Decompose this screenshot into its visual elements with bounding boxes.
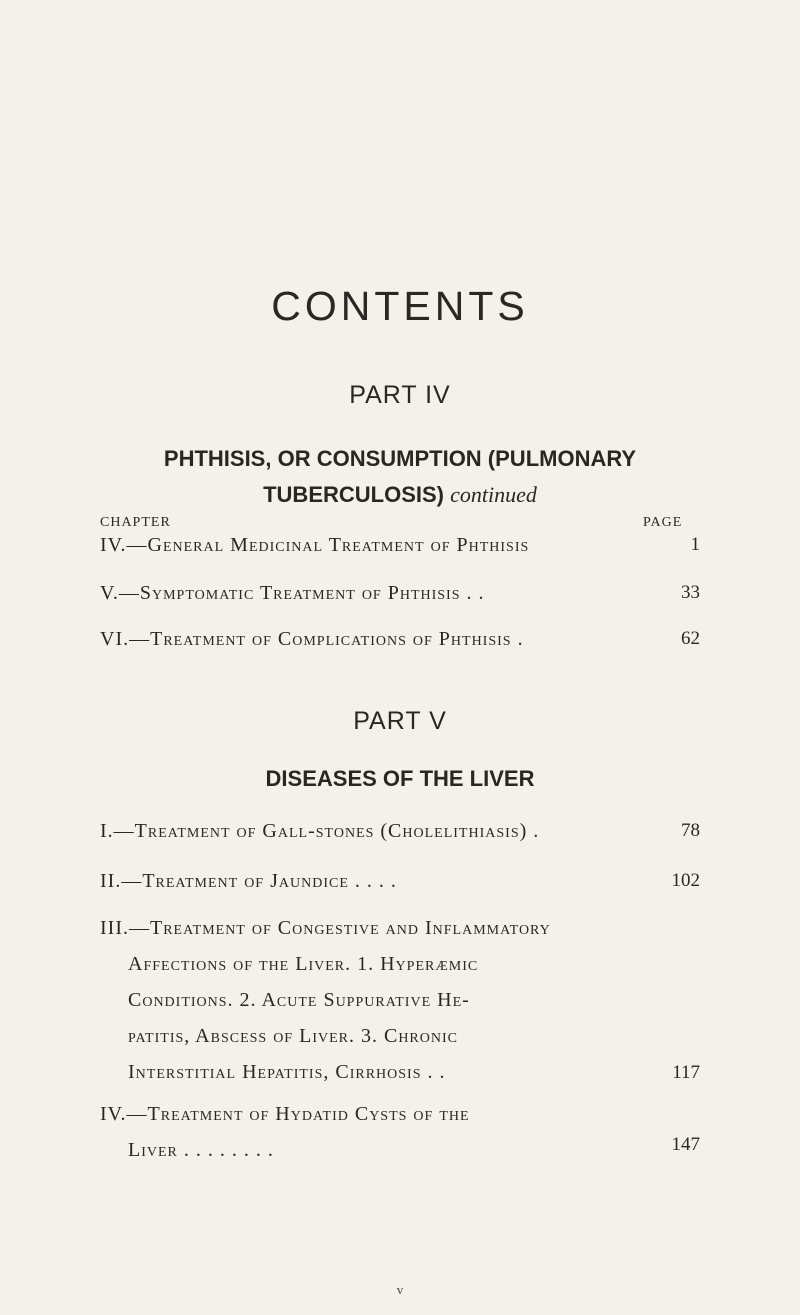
part-iv-title-line2 bbox=[0, 477, 800, 513]
toc-entry-line: Affections of the Liver. 1. Hyperæmic bbox=[128, 953, 479, 975]
toc-entry-text: V.—Symptomatic Treatment of Phthisis . . bbox=[100, 582, 485, 604]
toc-entry bbox=[100, 628, 700, 651]
part-iv-title-line2-text: TUBERCULOSIS) bbox=[263, 482, 444, 507]
toc-entry-multiline bbox=[100, 1096, 700, 1168]
toc-entry-line: Liver . . . . . . . . bbox=[128, 1139, 274, 1161]
toc-entry bbox=[100, 870, 700, 893]
toc-entry-page: 78 bbox=[681, 820, 700, 841]
part-v-title: DISEASES OF THE LIVER bbox=[265, 766, 535, 791]
part-iv-title bbox=[0, 441, 800, 513]
toc-entry-text: II.—Treatment of Jaundice . . . . bbox=[100, 870, 397, 892]
toc-entry-page: 33 bbox=[681, 582, 700, 603]
part-iv-title-line1: PHTHISIS, OR CONSUMPTION (PULMONARY bbox=[163, 446, 637, 471]
chapter-column-label: CHAPTER bbox=[100, 515, 171, 530]
toc-entry-page: 102 bbox=[671, 870, 700, 891]
toc-entry-page: 1 bbox=[690, 534, 700, 555]
toc-entry-text: I.—Treatment of Gall-stones (Cholelithiasis) . bbox=[100, 820, 540, 842]
toc-entry bbox=[100, 534, 700, 557]
part-iv-heading: PART IV bbox=[349, 381, 451, 409]
page-column-label: PAGE bbox=[643, 515, 683, 530]
toc-entry bbox=[100, 820, 700, 843]
contents-heading: CONTENTS bbox=[271, 283, 529, 329]
toc-entry-line: patitis, Abscess of Liver. 3. Chronic bbox=[128, 1025, 458, 1047]
toc-entry-multiline bbox=[100, 910, 700, 1090]
part-iv-title-suffix: continued bbox=[450, 482, 537, 507]
toc-entry-page: 117 bbox=[672, 1062, 700, 1083]
toc-entry-line: Interstitial Hepatitis, Cirrhosis . . bbox=[128, 1061, 446, 1083]
toc-entry-line: Conditions. 2. Acute Suppurative He- bbox=[128, 989, 470, 1011]
part-v-heading: PART V bbox=[353, 707, 447, 735]
toc-entry-line: III.—Treatment of Congestive and Inflammatory bbox=[100, 917, 551, 939]
toc-entry bbox=[100, 582, 700, 605]
toc-entry-page: 62 bbox=[681, 628, 700, 649]
toc-entry-line: IV.—Treatment of Hydatid Cysts of the bbox=[100, 1103, 470, 1125]
page-folio: v bbox=[396, 1282, 404, 1297]
toc-entry-page: 147 bbox=[671, 1134, 700, 1155]
toc-entry-text: IV.—General Medicinal Treatment of Phthisis bbox=[100, 534, 530, 556]
toc-entry-text: VI.—Treatment of Complications of Phthisis . bbox=[100, 628, 524, 650]
